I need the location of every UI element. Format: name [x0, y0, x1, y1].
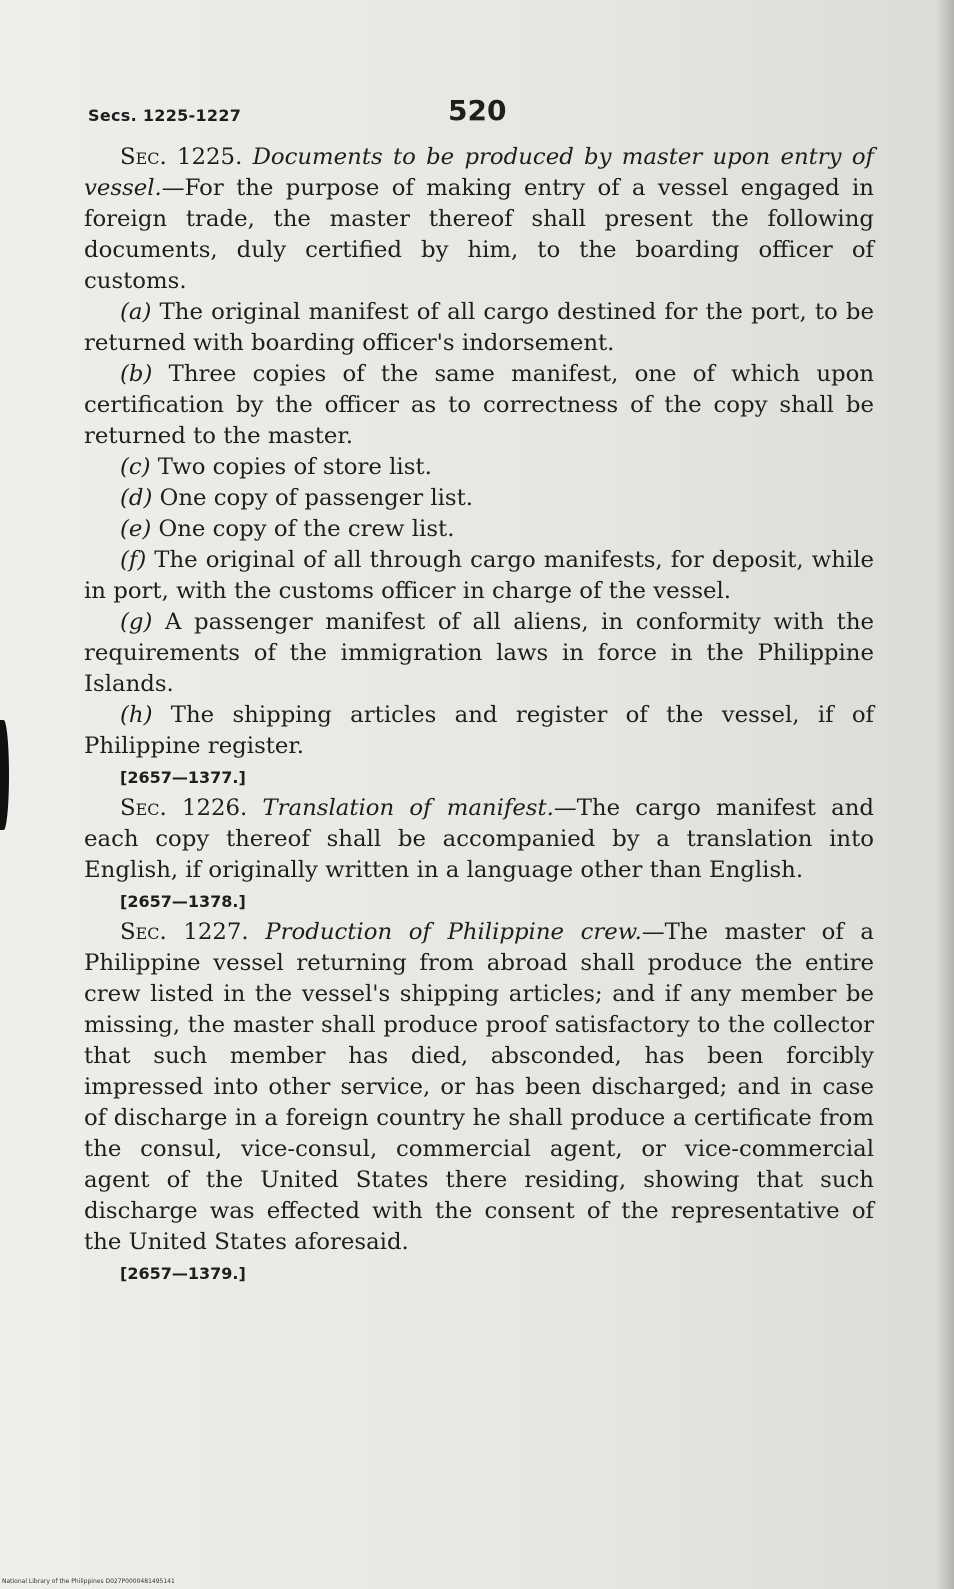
section-1227 [84, 917, 874, 1258]
item-marker: (b) [120, 361, 153, 387]
item-text: The original of all through cargo manifests, for deposit, while in port, with the customs officer in charge of the vessel. [84, 547, 874, 604]
section-text: —The master of a Philippine vessel returning from abroad shall produce the entire crew listed in the vessel's shipping articles; and if any member be missing, the master shall produce proof satisfactory to the collector that such member has died, absconded, has been forcibly impressed into other service, or has been discharged; and in case of discharge in a foreign country he shall produce a certificate from the consul, vice-consul, commercial agent, or vice-commercial agent of the United States there residing, showing that such discharge was effected with the consent of the representative of the United States aforesaid. [84, 919, 875, 1255]
scan-imprint: National Library of the Philippines D027P0000481495141 [2, 1578, 175, 1585]
citation: [2657—1377.] [120, 768, 246, 787]
citation: [2657—1378.] [120, 892, 246, 911]
list-item [84, 545, 874, 607]
document-page [84, 92, 874, 1289]
item-marker: (c) [120, 454, 151, 480]
section-text: —The cargo manifest and each copy thereof shall be accompanied by a translation into English, if originally written in a language other than English. [84, 795, 875, 883]
section-text: —For the purpose of making entry of a vessel engaged in foreign trade, the master thereof shall present the following documents, duly certified by him, to the boarding officer of customs. [84, 175, 874, 294]
page-header [84, 92, 874, 142]
item-marker: (d) [120, 485, 153, 511]
section-label: Sec. 1227. [120, 919, 249, 945]
item-text: The original manifest of all cargo destined for the port, to be returned with boarding officer's indorsement. [84, 299, 874, 356]
citation: [2657—1379.] [120, 1264, 246, 1283]
page-edge-shadow [936, 0, 954, 1589]
item-marker: (f) [120, 547, 147, 573]
item-marker: (e) [120, 516, 152, 542]
item-text: One copy of the crew list. [151, 516, 455, 542]
list-item [84, 483, 874, 514]
section-title: Documents to be produced by master upon entry of vessel. [84, 144, 874, 201]
section-1225 [84, 142, 874, 297]
item-text: Three copies of the same manifest, one of which upon certification by the officer as to correctness of the copy shall be returned to the master. [84, 361, 874, 449]
item-text: Two copies of store list. [150, 454, 432, 480]
list-item [84, 607, 874, 700]
list-item [84, 514, 874, 545]
section-title: Production of Philippine crew. [265, 919, 642, 945]
page-number: 520 [448, 94, 507, 127]
list-item [84, 452, 874, 483]
section-1226 [84, 793, 874, 886]
item-text: A passenger manifest of all aliens, in conformity with the requirements of the immigration laws in force in the Philippine Islands. [84, 609, 874, 697]
list-item [84, 359, 874, 452]
item-text: One copy of passenger list. [152, 485, 474, 511]
section-title: Translation of manifest. [262, 795, 554, 821]
item-marker: (h) [120, 702, 153, 728]
running-head: Secs. 1225-1227 [88, 106, 242, 125]
section-label: Sec. 1225. [120, 144, 243, 170]
item-marker: (g) [120, 609, 153, 635]
body-text [84, 142, 874, 1289]
item-marker: (a) [120, 299, 152, 325]
section-label: Sec. 1226. [120, 795, 248, 821]
list-item [84, 700, 874, 762]
item-text: The shipping articles and register of the vessel, if of Philippine register. [84, 702, 874, 759]
list-item [84, 297, 874, 359]
